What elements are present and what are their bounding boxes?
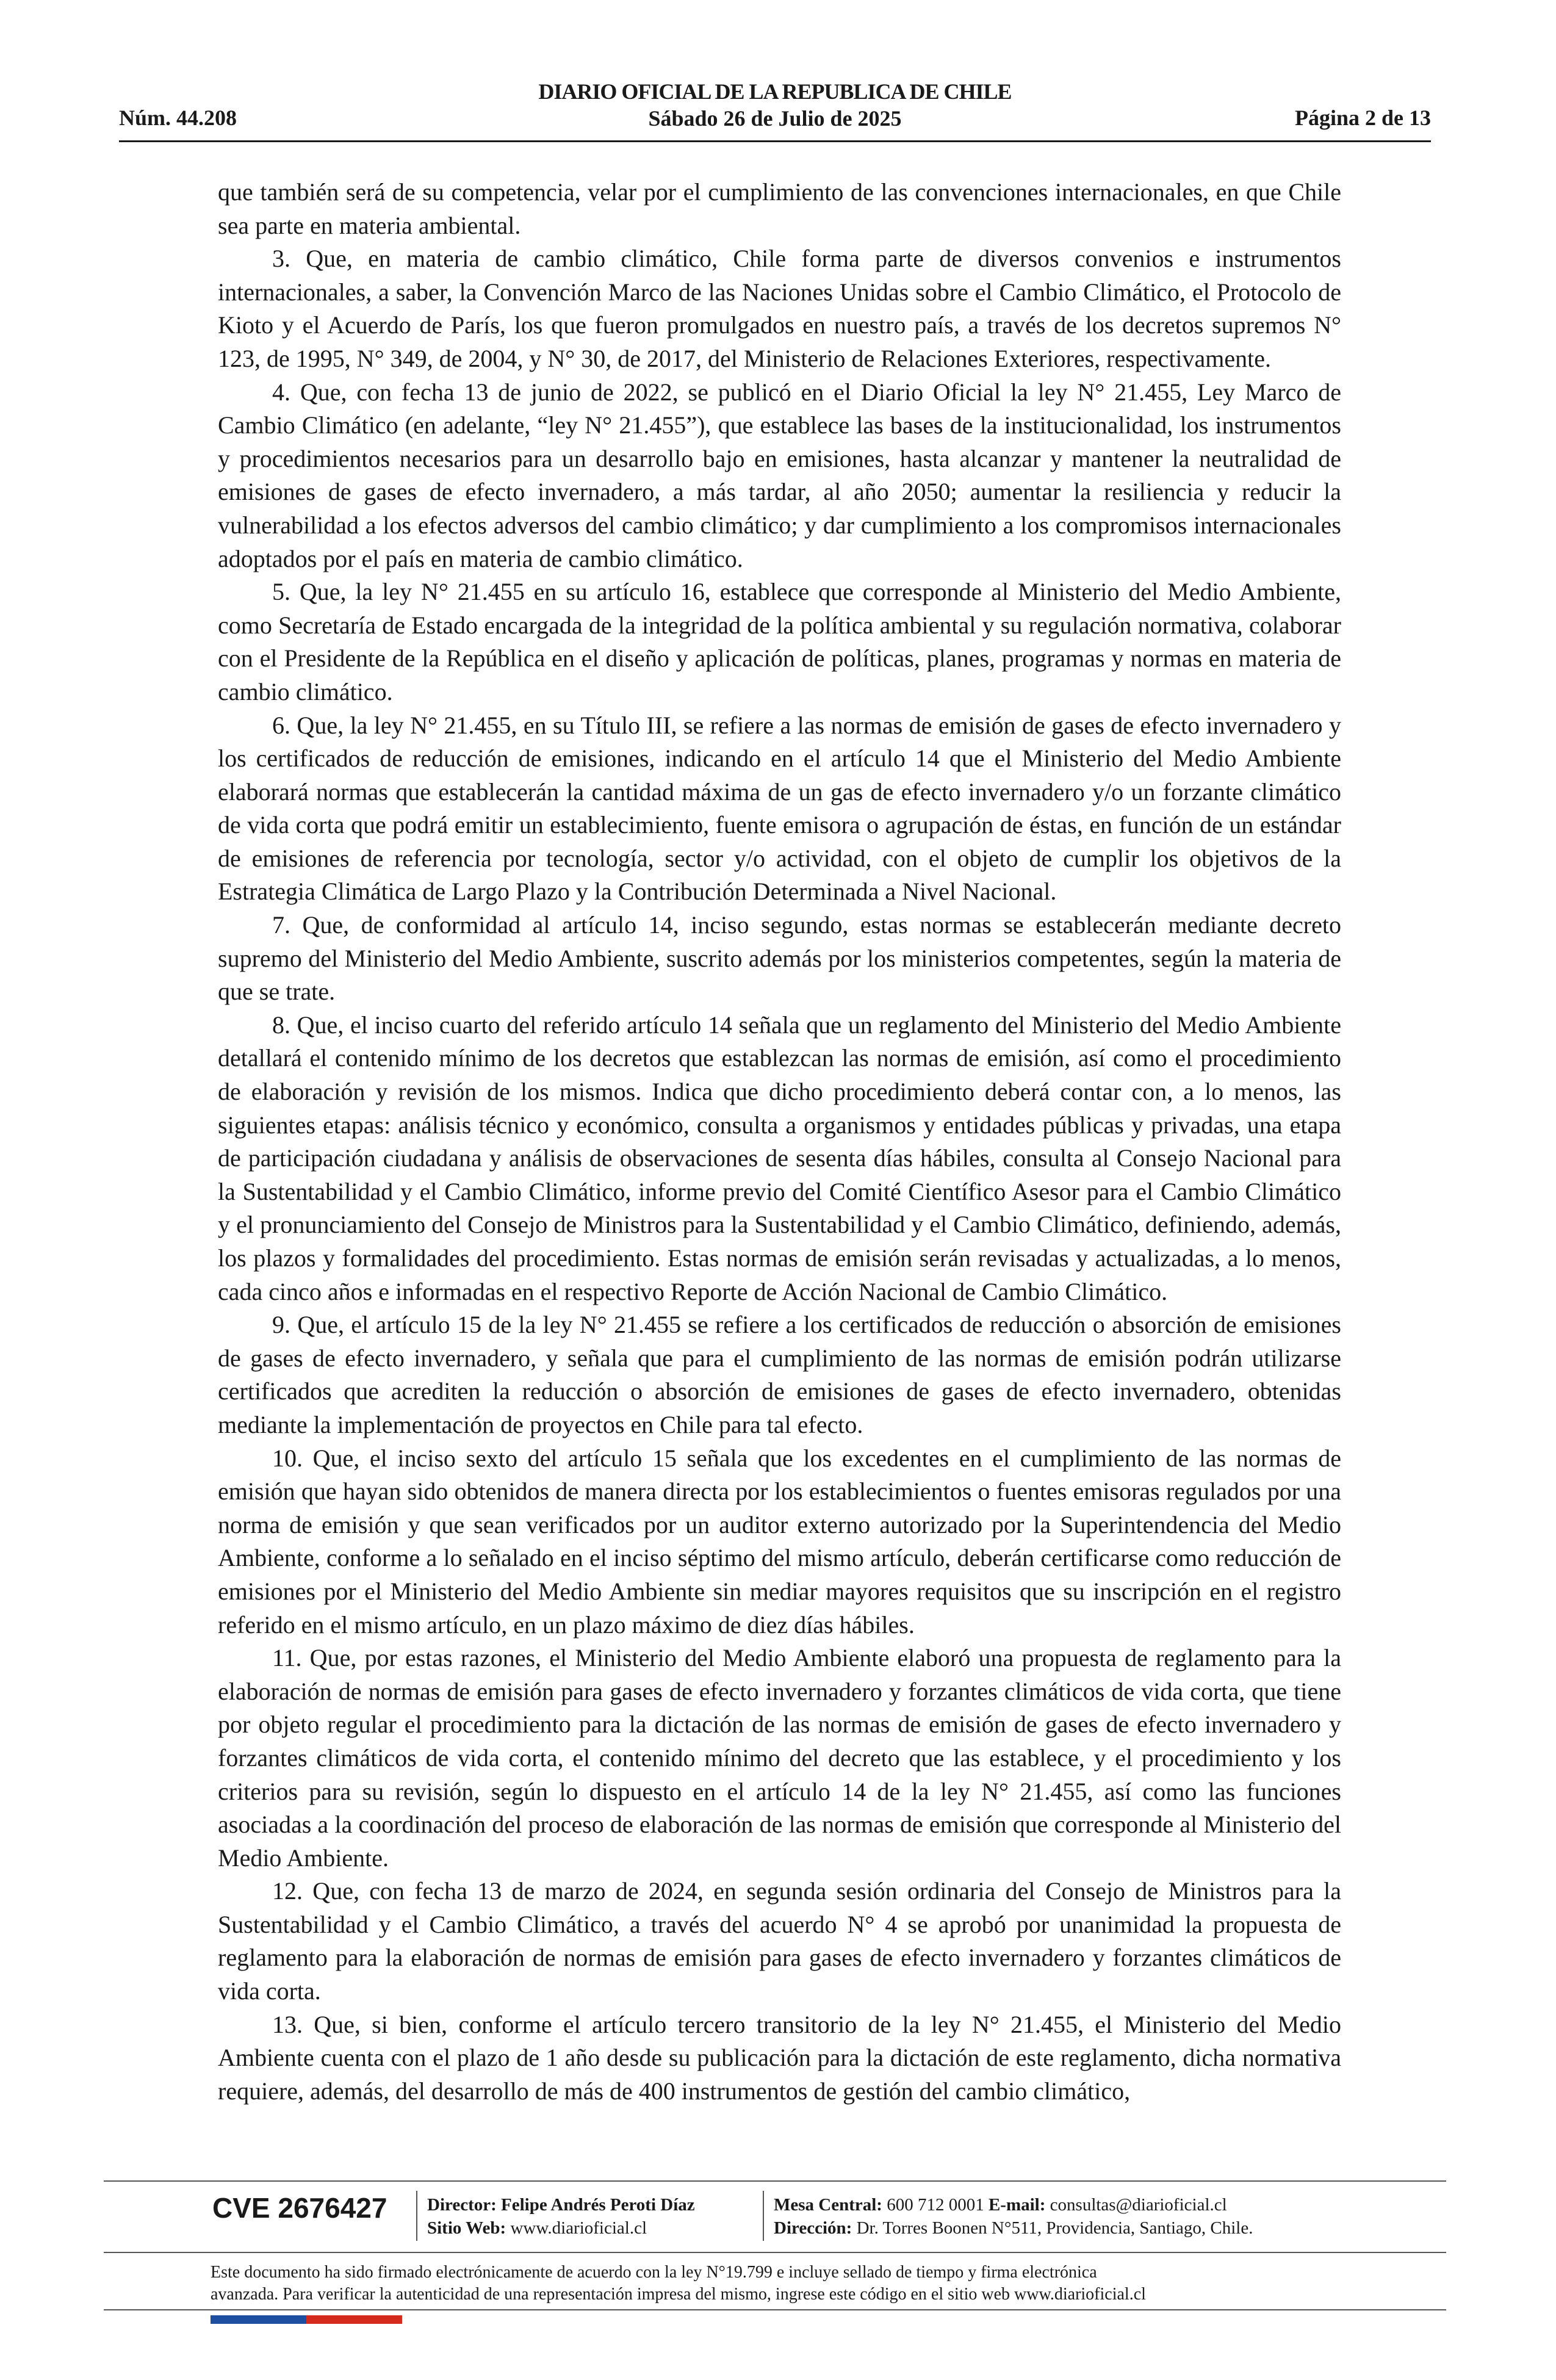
director-name: Felipe Andrés Peroti Díaz — [501, 2195, 695, 2215]
paragraph: 11. Que, por estas razones, el Ministerio del Medio Ambiente elaboró una propuesta de reglamento para la elaboración de normas de emisión para gases de efecto invernadero y forzantes climáticos de vida corta, que tiene por objeto regular el procedimiento para la dictación de las normas de emisión de gases de efecto invernadero y forzantes climáticos de vida corta, el contenido mínimo del decreto que las establece, y el procedimiento y los criterios para su revisión, según lo dispuesto en el artículo 14 de la ley N° 21.455, así como las funciones asociadas a la coordinación del proceso de elaboración de las normas de emisión que corresponde al Ministerio del Medio Ambiente. — [218, 1644, 1341, 1872]
website-label: Sitio Web: — [427, 2218, 506, 2238]
issue-number: Núm. 44.208 — [119, 106, 237, 130]
address-text: Dr. Torres Boonen N°511, Providencia, Santiago, Chile. — [856, 2218, 1253, 2238]
page-header — [119, 78, 1431, 145]
paragraph: 4. Que, con fecha 13 de junio de 2022, se publicó en el Diario Oficial la ley N° 21.455, Ley Marco de Cambio Climático (en adelante, “ley N° 21.455”), que establece las bases de la institucionalidad, los instrumentos y procedimientos necesarios para un desarrollo bajo en emisiones, hasta alcanzar y mantener la neutralidad de emisiones de gases de efecto invernadero, a más tardar, al año 2050; aumentar la resiliencia y reducir la vulnerabilidad a los efectos adversos del cambio climático; y dar cumplimiento a los compromisos internacionales adoptados por el país en materia de cambio climático. — [218, 378, 1341, 572]
paragraph: 13. Que, si bien, conforme el artículo tercero transitorio de la ley N° 21.455, el Ministerio del Medio Ambiente cuenta con el plazo de 1 año desde su publicación para la dictación de este reglamento, dicha normativa requiere, además, del desarrollo de más de 400 instrumentos de gestión del cambio climático, — [218, 2010, 1341, 2105]
flag-blue-segment — [211, 2315, 306, 2324]
cve-code: CVE 2676427 — [212, 2192, 387, 2224]
issue-date: Sábado 26 de Julio de 2025 — [648, 106, 902, 131]
paragraph: 6. Que, la ley N° 21.455, en su Título III, se refiere a las normas de emisión de gases de efecto invernadero y los certificados de reducción de emisiones, indicando en el artículo 14 que el Ministerio del Medio Ambiente elaborará normas que establecerán la cantidad máxima de un gas de efecto invernadero y/o un forzante climático de vida corta que podrá emitir un establecimiento, fuente emisora o agrupación de éstas, en función de un estándar de emisiones de referencia por tecnología, sector y/o actividad, con el objeto de cumplir los objetivos de la Estrategia Climática de Largo Plazo y la Contribución Determinada a Nivel Nacional. — [218, 711, 1341, 906]
paragraph: 9. Que, el artículo 15 de la ley N° 21.455 se refiere a los certificados de reducción o absorción de emisiones de gases de efecto invernadero, y señala que para el cumplimiento de las normas de emisión podrán utilizarse certificados que acrediten la reducción o absorción de emisiones de gases de efecto invernadero, obtenidas mediante la implementación de proyectos en Chile para tal efecto. — [218, 1311, 1341, 1438]
notice-line: Este documento ha sido firmado electrónicamente de acuerdo con la ley N°19.799 e incluye sellado de tiempo y firma electrónica — [211, 2263, 1097, 2282]
paragraph: 5. Que, la ley N° 21.455 en su artículo 16, establece que corresponde al Ministerio del Medio Ambiente, como Secretaría de Estado encargada de la integridad de la política ambiental y su regulación normativa, colaborar con el Presidente de la República en el diseño y aplicación de políticas, planes, programas y normas en materia de cambio climático. — [218, 578, 1341, 705]
phone-number: 600 712 0001 — [887, 2195, 984, 2215]
phone-label: Mesa Central: — [774, 2195, 882, 2215]
website-link[interactable]: www.diarioficial.cl — [510, 2218, 647, 2238]
flag-color-bar — [211, 2315, 402, 2324]
director-label: Director: — [427, 2195, 497, 2215]
page-indicator: Página 2 de 13 — [1294, 106, 1431, 130]
footer-director-block — [427, 2193, 695, 2240]
email-link[interactable]: consultas@diarioficial.cl — [1050, 2195, 1227, 2215]
footer-separator — [416, 2191, 417, 2241]
flag-red-segment — [306, 2315, 402, 2324]
paragraph: 10. Que, el inciso sexto del artículo 15 señala que los excedentes en el cumplimiento de las normas de emisión que hayan sido obtenidos de manera directa por los establecimientos o fuentes emisoras regulados por una norma de emisión y que sean verificados por un auditor externo autorizado por la Superintendencia del Medio Ambiente, conforme a lo señalado en el inciso séptimo del mismo artículo, deberán certificarse como reducción de emisiones por el Ministerio del Medio Ambiente sin mediar mayores requisitos que su inscripción en el registro referido en el mismo artículo, en un plazo máximo de diez días hábiles. — [218, 1444, 1341, 1639]
paragraph: 3. Que, en materia de cambio climático, Chile forma parte de diversos convenios e instrumentos internacionales, a saber, la Convención Marco de las Naciones Unidas sobre el Cambio Climático, el Protocolo de Kioto y el Acuerdo de París, los que fueron promulgados en nuestro país, a través de los decretos supremos N° 123, de 1995, N° 349, de 2004, y N° 30, de 2017, del Ministerio de Relaciones Exteriores, respectivamente. — [218, 245, 1341, 372]
footer-divider — [104, 2180, 1446, 2182]
paragraph: 7. Que, de conformidad al artículo 14, inciso segundo, estas normas se establecerán mediante decreto supremo del Ministerio del Medio Ambiente, suscrito además por los ministerios competentes, según la materia de que se trate. — [218, 911, 1341, 1006]
paragraph: que también será de su competencia, velar por el cumplimiento de las convenciones internacionales, en que Chile sea parte en materia ambiental. — [218, 178, 1341, 239]
signature-notice — [211, 2262, 1333, 2306]
masthead — [119, 78, 1431, 132]
footer-divider — [104, 2309, 1446, 2310]
footer-divider — [104, 2252, 1446, 2253]
document-body — [218, 176, 1341, 2108]
masthead-title: DIARIO OFICIAL DE LA REPUBLICA DE CHILE — [538, 79, 1012, 104]
paragraph: 8. Que, el inciso cuarto del referido artículo 14 señala que un reglamento del Ministerio del Medio Ambiente detallará el contenido mínimo de los decretos que establezcan las normas de emisión, así como el procedimiento de elaboración y revisión de los mismos. Indica que dicho procedimiento deberá contar con, a lo menos, las siguientes etapas: análisis técnico y económico, consulta a organismos y entidades públicas y privadas, una etapa de participación ciudadana y análisis de observaciones de sesenta días hábiles, consulta al Consejo Nacional para la Sustentabilidad y el Cambio Climático, informe previo del Comité Científico Asesor para el Cambio Climático y el pronunciamiento del Consejo de Ministros para la Sustentabilidad y el Cambio Climático, definiendo, además, los plazos y formalidades del procedimiento. Estas normas de emisión serán revisadas y actualizadas, a lo menos, cada cinco años e informadas en el respectivo Reporte de Acción Nacional de Cambio Climático. — [218, 1011, 1341, 1305]
notice-line: avanzada. Para verificar la autenticidad de una representación impresa del mismo, ingrese este código en el sitio web www.diarioficial.cl — [211, 2285, 1146, 2304]
footer-contact-block — [774, 2193, 1253, 2240]
email-label: E-mail: — [988, 2195, 1046, 2215]
header-divider — [119, 140, 1431, 142]
paragraph: 12. Que, con fecha 13 de marzo de 2024, en segunda sesión ordinaria del Consejo de Ministros para la Sustentabilidad y el Cambio Climático, a través del acuerdo N° 4 se aprobó por unanimidad la propuesta de reglamento para la elaboración de normas de emisión para gases de efecto invernadero y forzantes climáticos de vida corta. — [218, 1877, 1341, 2005]
footer-separator — [763, 2191, 764, 2241]
address-label: Dirección: — [774, 2218, 852, 2238]
